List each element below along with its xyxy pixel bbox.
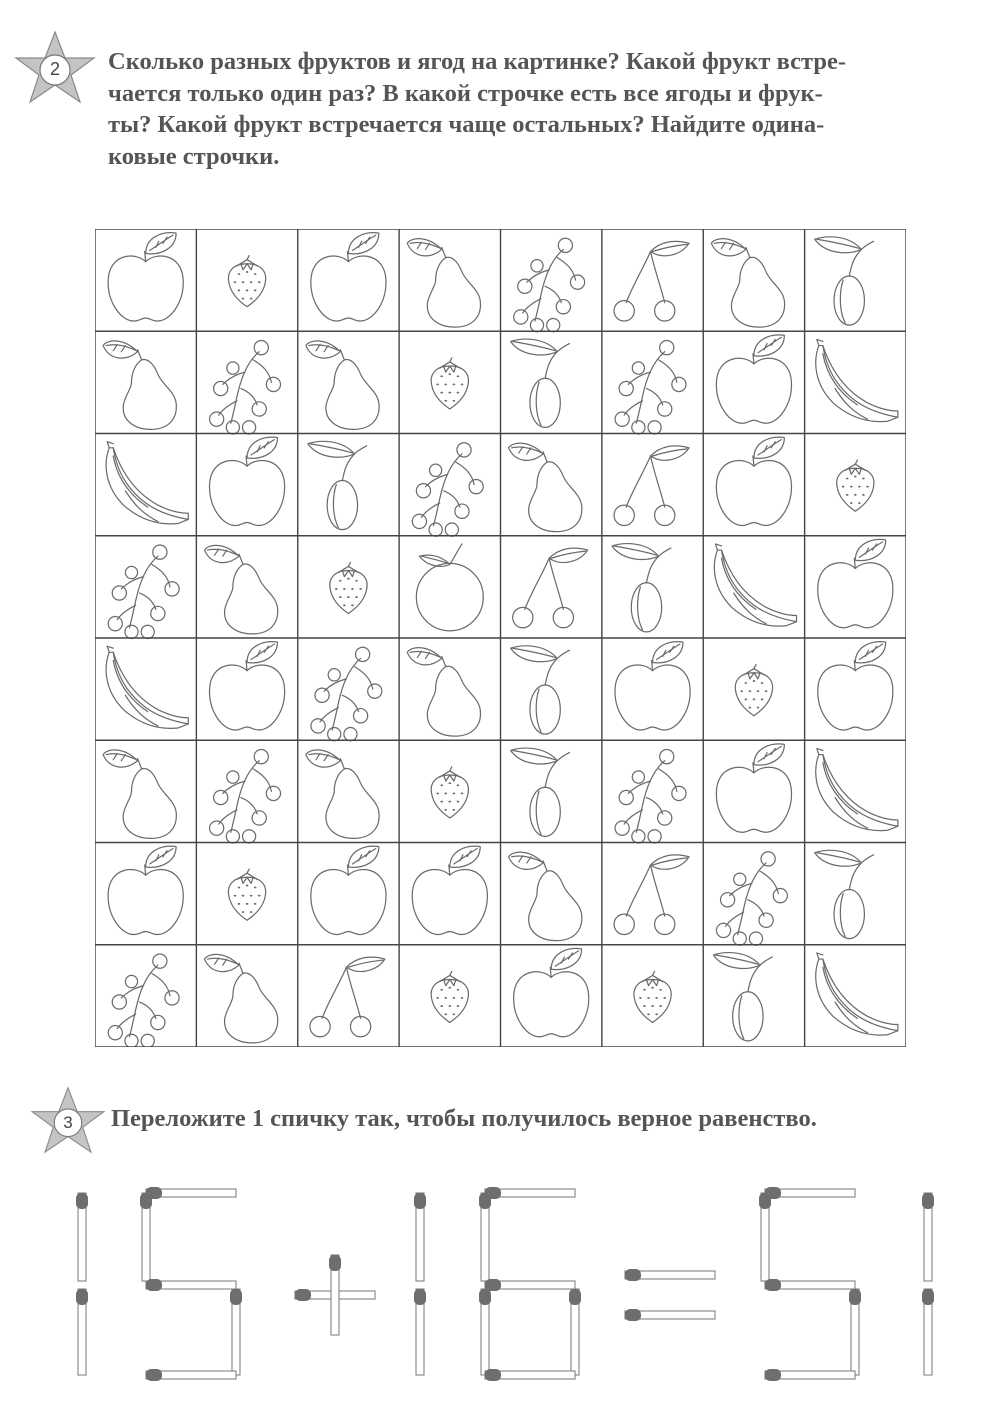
task-2 [0, 0, 1000, 200]
plum-icon [308, 441, 367, 529]
star-badge-icon [14, 30, 96, 104]
pear-icon [306, 750, 379, 839]
matchstick[interactable] [625, 1309, 715, 1321]
currant-icon [716, 852, 787, 946]
task-2-line: чается только один раз? В какой строчке есть все ягоды и фрук- [108, 79, 823, 107]
star-badge-icon [30, 1086, 106, 1154]
matchstick[interactable] [765, 1187, 855, 1199]
matchstick[interactable] [625, 1269, 715, 1281]
matchstick[interactable] [569, 1289, 581, 1375]
matchstick-equation [60, 1175, 960, 1415]
matchstick[interactable] [485, 1187, 575, 1199]
task-3 [0, 1080, 1000, 1160]
strawberry-icon [431, 767, 468, 818]
matchstick[interactable] [76, 1289, 88, 1375]
strawberry-icon [228, 256, 265, 307]
cherry-icon [614, 855, 689, 935]
plum-icon [713, 953, 772, 1041]
banana-icon [106, 646, 188, 728]
pear-icon [407, 239, 480, 328]
cherry-icon [310, 957, 385, 1037]
apple-icon [412, 846, 487, 934]
strawberry-icon [837, 460, 874, 511]
task-3-text: Переложите 1 спичку так, чтобы получилось верное равенство. [111, 1105, 817, 1132]
pear-icon [103, 341, 176, 430]
apple-icon [818, 539, 893, 627]
cherry-icon [513, 548, 588, 628]
currant-icon [514, 238, 585, 332]
apple-icon [210, 642, 285, 730]
matchstick[interactable] [759, 1193, 771, 1281]
currant-icon [615, 749, 686, 843]
apple-icon [311, 846, 386, 934]
matchstick[interactable] [765, 1279, 855, 1291]
banana-icon [816, 748, 898, 830]
strawberry-icon [735, 665, 772, 716]
matchstick[interactable] [765, 1369, 855, 1381]
matchstick[interactable] [479, 1193, 491, 1281]
strawberry-icon [634, 971, 671, 1022]
pear-icon [204, 954, 277, 1043]
apple-icon [716, 437, 791, 525]
plum-icon [511, 748, 570, 836]
pear-icon [509, 443, 582, 532]
matchstick[interactable] [479, 1289, 491, 1375]
banana-icon [106, 442, 188, 524]
currant-icon [615, 340, 686, 434]
matchstick[interactable] [414, 1289, 426, 1375]
pear-icon [103, 750, 176, 839]
cherry-icon [614, 446, 689, 526]
task-2-line: ковые строчки. [108, 142, 280, 170]
apple-icon [108, 846, 183, 934]
orange-icon [416, 544, 483, 631]
currant-icon [311, 647, 382, 741]
apple-icon [514, 948, 589, 1036]
strawberry-icon [431, 971, 468, 1022]
strawberry-icon [330, 562, 367, 613]
pear-icon [306, 341, 379, 430]
apple-icon [818, 642, 893, 730]
matchstick[interactable] [849, 1289, 861, 1375]
currant-icon [108, 545, 179, 639]
pear-icon [407, 648, 480, 737]
pear-icon [204, 545, 277, 634]
task-2-text [108, 46, 966, 172]
pear-icon [711, 239, 784, 328]
plum-icon [511, 339, 570, 427]
banana-icon [714, 544, 796, 626]
apple-icon [210, 437, 285, 525]
matchstick[interactable] [414, 1193, 426, 1281]
banana-icon [816, 953, 898, 1035]
task-2-line: Сколько разных фруктов и ягод на картинке? Какой фрукт встре- [108, 48, 846, 75]
matchstick[interactable] [146, 1187, 236, 1199]
matchstick[interactable] [146, 1369, 236, 1381]
currant-icon [210, 340, 281, 434]
currant-icon [108, 954, 179, 1047]
matchstick[interactable] [485, 1279, 575, 1291]
apple-icon [716, 335, 791, 423]
cherry-icon [614, 241, 689, 321]
task-number: 2 [49, 59, 60, 79]
apple-icon [108, 233, 183, 321]
apple-icon [716, 744, 791, 832]
matchstick[interactable] [922, 1289, 934, 1375]
plum-icon [815, 850, 874, 938]
matchstick[interactable] [230, 1289, 242, 1375]
matchstick[interactable] [485, 1369, 575, 1381]
fruit-grid [95, 229, 906, 1047]
matchstick[interactable] [329, 1255, 341, 1335]
plum-icon [612, 544, 671, 632]
apple-icon [615, 642, 690, 730]
task-2-line: ты? Какой фрукт встречается чаще остальных? Найдите одина- [108, 111, 825, 138]
currant-icon [210, 749, 281, 843]
matchstick[interactable] [146, 1279, 236, 1291]
matchstick[interactable] [140, 1193, 152, 1281]
plum-icon [511, 646, 570, 734]
task-number: 3 [63, 1113, 73, 1132]
currant-icon [412, 443, 483, 537]
strawberry-icon [228, 869, 265, 920]
plum-icon [815, 237, 874, 325]
apple-icon [311, 233, 386, 321]
strawberry-icon [431, 358, 468, 409]
pear-icon [509, 852, 582, 941]
matchstick[interactable] [76, 1193, 88, 1281]
matchstick[interactable] [922, 1193, 934, 1281]
banana-icon [816, 339, 898, 421]
